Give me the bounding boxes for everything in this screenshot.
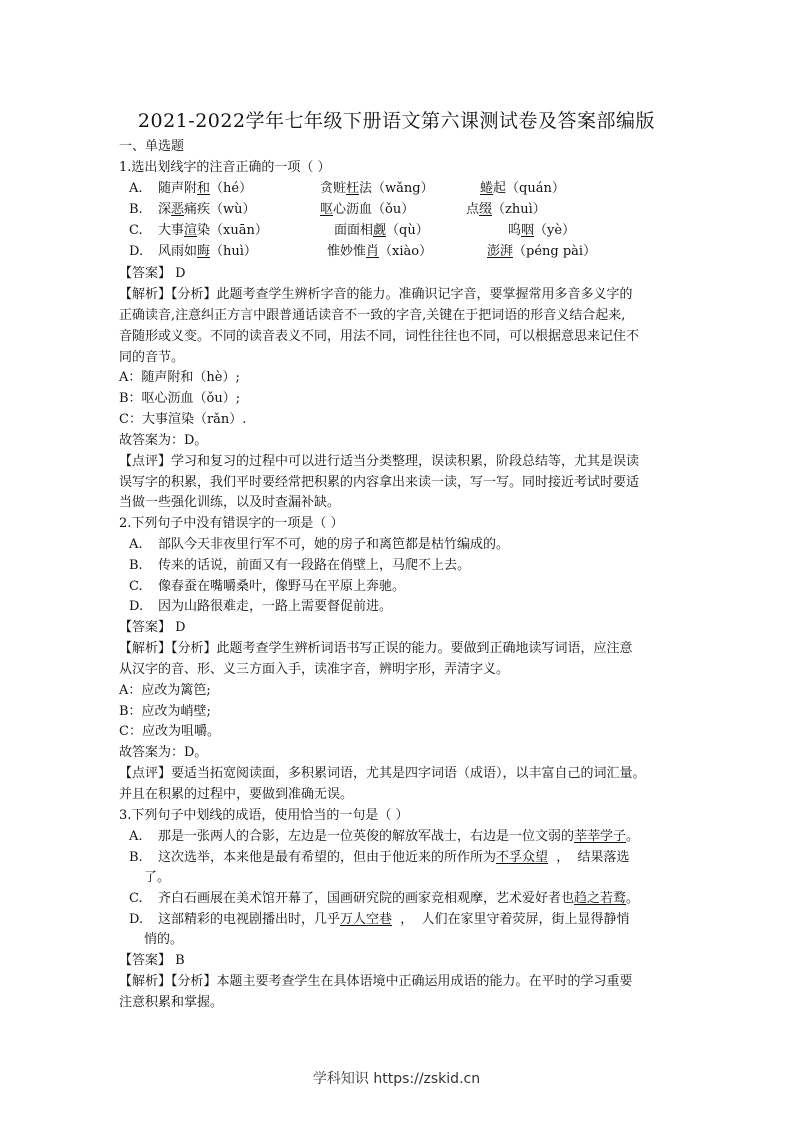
question-3-option-b: 这次选举，本来他是最有希望的，但由于他近来的所作所为不孚众望 ， 结果落选 (158, 850, 630, 865)
option-item: 呕心沥血（ǒu） (320, 202, 415, 217)
comment-line: 【点评】学习和复习的过程中可以进行适当分类整理，误读积累，阶段总结等，尤其是误读 (119, 454, 640, 469)
analysis-line: 注意积累和掌握。 (119, 995, 224, 1010)
comment-line: 当做一些强化训练，以及时查漏补缺。 (119, 495, 341, 510)
option-item: 点缀（zhuì） (466, 202, 546, 217)
section-heading: 一、单选题 (119, 139, 185, 154)
option-item: 大事渲染（xuān） (158, 223, 268, 238)
option-item: 澎湃（péng pài） (487, 244, 597, 259)
question-3-option-d: 这部精彩的电视剧播出时，几乎万人空巷 ， 人们在家里守着荧屏，街上显得静悄 (158, 912, 630, 927)
question-2-stem: 2.下列句子中没有错误字的一项是（ ） (119, 516, 344, 531)
option-item: 深恶痛疾（wù） (158, 202, 256, 217)
analysis-line: B：应改为峭壁; (119, 704, 211, 719)
question-3-option-a: 那是一张两人的合影，左边是一位英俊的解放军战士，右边是一位文弱的莘莘学子。 (158, 829, 640, 844)
analysis-line: 正确读音,注意纠正方言中跟普通话读音不一致的字音,关键在于把词语的形音义结合起来, (119, 308, 626, 323)
question-2-answer: 【答案】 D (119, 620, 186, 635)
comment-line: 【点评】要适当拓宽阅读面，多积累词语，尤其是四字词语（成语），以丰富自己的词汇量。 (119, 766, 646, 781)
page-title: 2021-2022学年七年级下册语文第六课测试卷及答案部编版 (137, 110, 656, 132)
comment-line: 并且在积累的过程中，要做到准确无误。 (119, 787, 354, 802)
option-label: C. (129, 223, 143, 238)
comment-line: 误写字的积累，我们平时要经常把积累的内容拿出来读一读，写一写。同时接近考试时要适 (119, 475, 640, 490)
option-label: B. (129, 558, 143, 573)
analysis-line: B：呕心沥血（ǒu）; (119, 391, 241, 406)
analysis-line: 【解析】【分析】本题主要考查学生在具体语境中正确运用成语的能力。在平时的学习重要 (119, 974, 633, 989)
question-1-answer: 【答案】 D (119, 266, 186, 281)
option-item: 惟妙惟肖（xiào） (327, 244, 433, 259)
question-2-option-a: 部队今天非夜里行军不可，她的房子和离笆都是枯竹编成的。 (158, 537, 510, 552)
analysis-line: 从汉字的音、形、义三方面入手，读准字音，辨明字形，弄清字义。 (119, 662, 510, 677)
option-label: A. (129, 537, 143, 552)
option-item: 随声附和（hé） (158, 181, 253, 196)
analysis-line: 故答案为：D。 (119, 433, 208, 448)
option-label: A. (129, 829, 143, 844)
option-item: 面面相觑（qù） (334, 223, 429, 238)
option-label: C. (129, 891, 143, 906)
option-item: 风雨如晦（huì） (158, 244, 257, 259)
analysis-line: C：大事渲染（rǎn）. (119, 412, 247, 427)
analysis-line: 【解析】【分析】此题考查学生辨析词语书写正误的能力。要做到正确地读写词语，应注意 (119, 641, 633, 656)
option-label: D. (129, 244, 144, 259)
question-2-option-b: 传来的话说，前面又有一段路在俏壁上，马爬不上去。 (158, 558, 471, 573)
question-1-stem: 1.选出划线字的注音正确的一项（ ） (119, 160, 331, 175)
analysis-line: 同的音节。 (119, 350, 185, 365)
analysis-line: 故答案为：D。 (119, 745, 208, 760)
analysis-line: 【解析】【分析】此题考查学生辨析字音的能力。准确识记字音，要掌握常用多音多义字的 (119, 287, 633, 302)
question-2-option-d: 因为山路很难走，一路上需要督促前进。 (158, 599, 393, 614)
option-continuation: 悄的。 (144, 932, 184, 947)
analysis-line: C：应改为咀嚼。 (119, 724, 220, 739)
analysis-line: A：应改为篱笆; (119, 683, 211, 698)
option-item: 呜咽（yè） (508, 223, 576, 238)
analysis-line: 音随形或义变。不同的读音表义不同，用法不同，词性往往也不同，可以根据意思来记住不 (119, 329, 640, 344)
option-label: B. (129, 850, 143, 865)
question-3-option-c: 齐白石画展在美术馆开幕了，国画研究院的画家竞相观摩，艺术爱好者也趋之若鹜。 (158, 891, 640, 906)
option-label: D. (129, 912, 144, 927)
option-continuation: 了。 (144, 870, 171, 885)
option-label: D. (129, 599, 144, 614)
option-label: A. (129, 181, 143, 196)
option-item: 贪赃枉法（wǎng） (320, 181, 434, 196)
footer-watermark: 学科知识 https://zskid.cn (312, 1071, 481, 1087)
option-label: B. (129, 202, 143, 217)
question-3-stem: 3.下列句子中划线的成语，使用恰当的一句是（ ） (119, 808, 409, 823)
analysis-line: A：随声附和（hè）; (119, 370, 240, 385)
question-3-answer: 【答案】 B (119, 953, 185, 968)
question-2-option-c: 像春蚕在嘴嚼桑叶，像野马在平原上奔驰。 (158, 579, 406, 594)
option-item: 蜷起（quán） (480, 181, 565, 196)
option-label: C. (129, 579, 143, 594)
